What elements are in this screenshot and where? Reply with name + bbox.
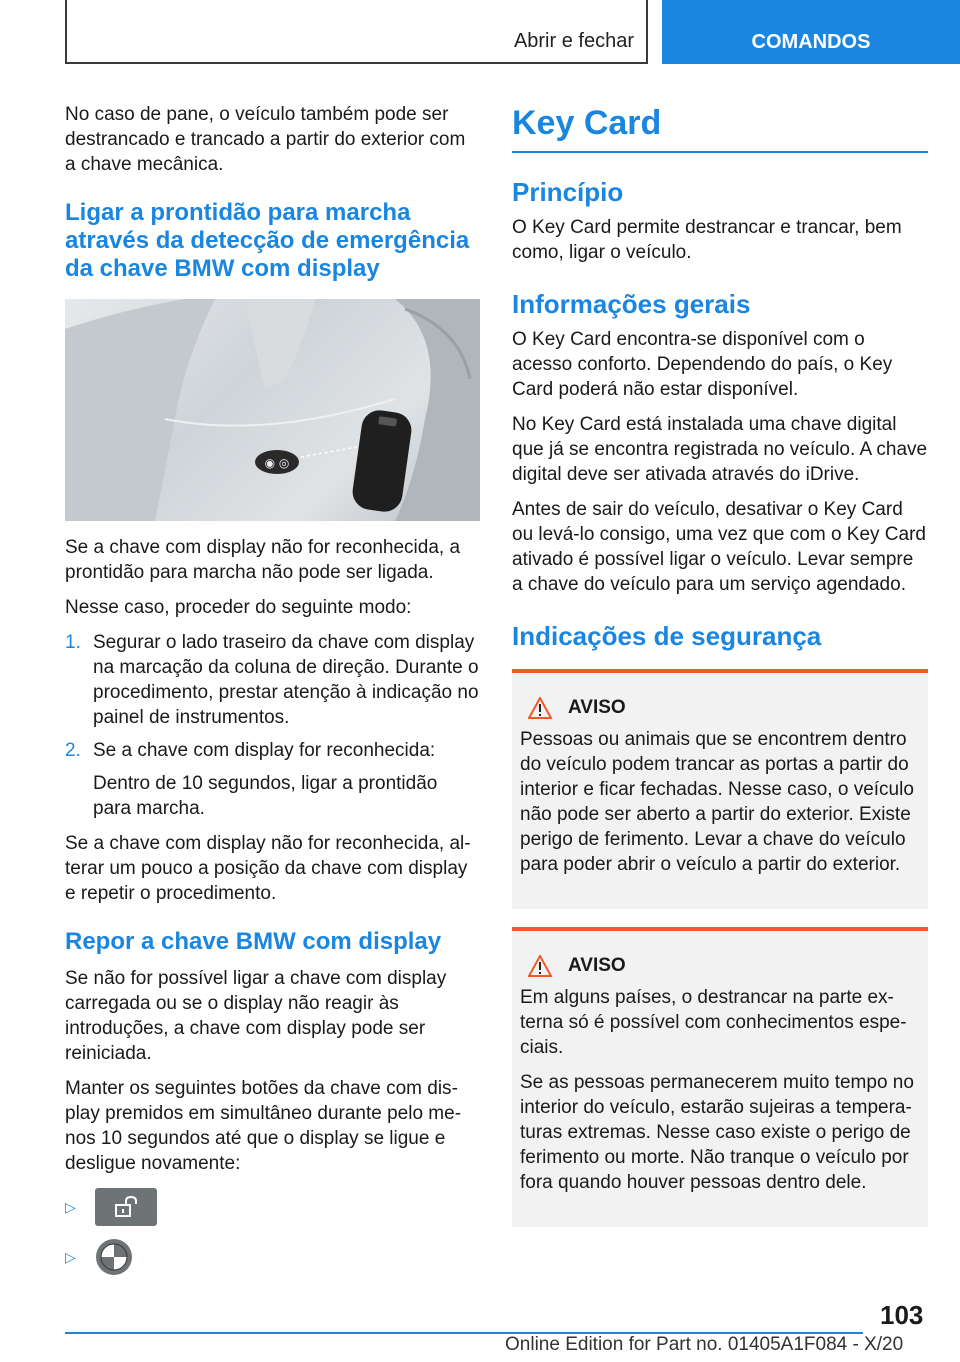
header-section-title: Abrir e fechar [513,30,634,52]
bullet-marker: ▷ [65,1248,76,1265]
unlock-button-icon [95,1188,157,1226]
intro-paragraph: No caso de pane, o veículo também pode ser destrancado e trancado a partir do exterior com a chave mecânica. [65,104,466,175]
not-recognized-paragraph: Se a chave com display não for reconhecida, a prontidão para marcha não pode ser ligada. [65,537,461,583]
step-item [65,630,480,730]
step-sub-item [65,771,480,821]
info-paragraph-2: No Key Card está instalada uma chave digital que já se encontra registrada no veículo. A chave digital deve ser ativada através do iDrive. [512,414,928,485]
bmw-logo-button-icon [95,1238,133,1276]
heading-informacoes-gerais: Informações gerais [512,289,751,319]
warning-text: Pessoas ou animais que se encontrem dentro do veículo podem trancar as portas a partir do interior e ficar fechadas. Nesse caso, o veículo não pode ser aberto a partir do exterior. Existe perigo de ferimento. Levar a chave do veículo para poder abrir o veículo a partir do exterior. [520,729,914,875]
info-paragraph-1: O Key Card encontra-se disponível com o acesso conforto. Dependendo do país, o Key Card poderá não estar disponível. [512,329,893,400]
warning-label: AVISO [568,955,626,976]
warning-title [520,955,920,977]
footer-edition: Online Edition for Part no. 01405A1F084 - X/20 [505,1334,904,1355]
warning-box [512,669,928,909]
step-item [65,738,480,763]
section-heading-emergency-detection: Ligar a prontidão para marcha através da detecção de emergência da chave BMW com display [65,199,470,282]
warning-label: AVISO [568,697,626,718]
page-number: 103 [880,1300,924,1330]
reset-buttons-paragraph: Manter os seguintes botões da chave com display premidos em simultâneo durante pelo menos 10 segundos até que o display se ligue e desligue novamente: [65,1078,462,1174]
list-item [65,1188,480,1226]
warning-text: Se as pessoas permanecerem muito tempo no interior do veículo, estarão sujeiras a temperaturas extremas. Nesse caso existe o perigo de ferimento ou morte. Não tranque o veículo por fora quando houver pessoas dentro dele. [520,1072,914,1193]
header-chapter-tab[interactable] [662,0,960,64]
principio-paragraph: O Key Card permite destrancar e trancar, bem como, ligar o veículo. [512,217,902,263]
bullet-marker: ▷ [65,1198,76,1215]
right-column [512,100,928,1239]
step-text: Segurar o lado traseiro da chave com display na marcação da coluna de direção. Durante o procedimento, prestar atenção à indicação no painel de instrumentos. [93,632,479,728]
warning-triangle-icon [528,955,552,977]
svg-text:◉ ◎: ◉ ◎ [264,456,290,470]
step-number: 1. [65,632,81,653]
warning-text: Em alguns países, o destrancar na parte externa só é possível com conhecimentos especiais. [520,987,907,1058]
section-heading-reset: Repor a chave BMW com display [65,928,442,955]
heading-indicacoes-seguranca: Indicações de segurança [512,621,822,651]
retry-paragraph: Se a chave com display não for reconhecida, alterar um pouco a posição da chave com display e repetir o procedimento. [65,833,471,904]
left-column [65,102,480,1276]
step-text: Se a chave com display for reconhecida: [93,740,436,761]
warning-title [520,697,920,719]
list-item [65,1238,480,1276]
procedure-intro: Nesse caso, proceder do seguinte modo: [65,597,412,618]
warning-triangle-icon [528,697,552,719]
step-number: 2. [65,740,81,761]
step-subtext: Dentro de 10 segundos, ligar a prontidão para marcha. [93,773,438,819]
heading-principio: Princípio [512,177,624,207]
warning-box [512,927,928,1227]
info-paragraph-3: Antes de sair do veículo, desativar o Key Card ou levá-lo consigo, uma vez que com o Key Card ativado é possível ligar o veículo. Levar sempre a chave do veículo para um serviço agendado. [512,499,926,595]
key-detection-figure [65,299,480,521]
header-frame [65,0,648,64]
page-title-key-card: Key Card [512,104,928,153]
steering-column-illustration [65,299,480,521]
chapter-label: COMANDOS [751,31,871,53]
procedure-steps [65,630,480,821]
reset-paragraph: Se não for possível ligar a chave com display carregada ou se o display não reagir às introduções, a chave com display pode ser reiniciada. [65,968,447,1064]
